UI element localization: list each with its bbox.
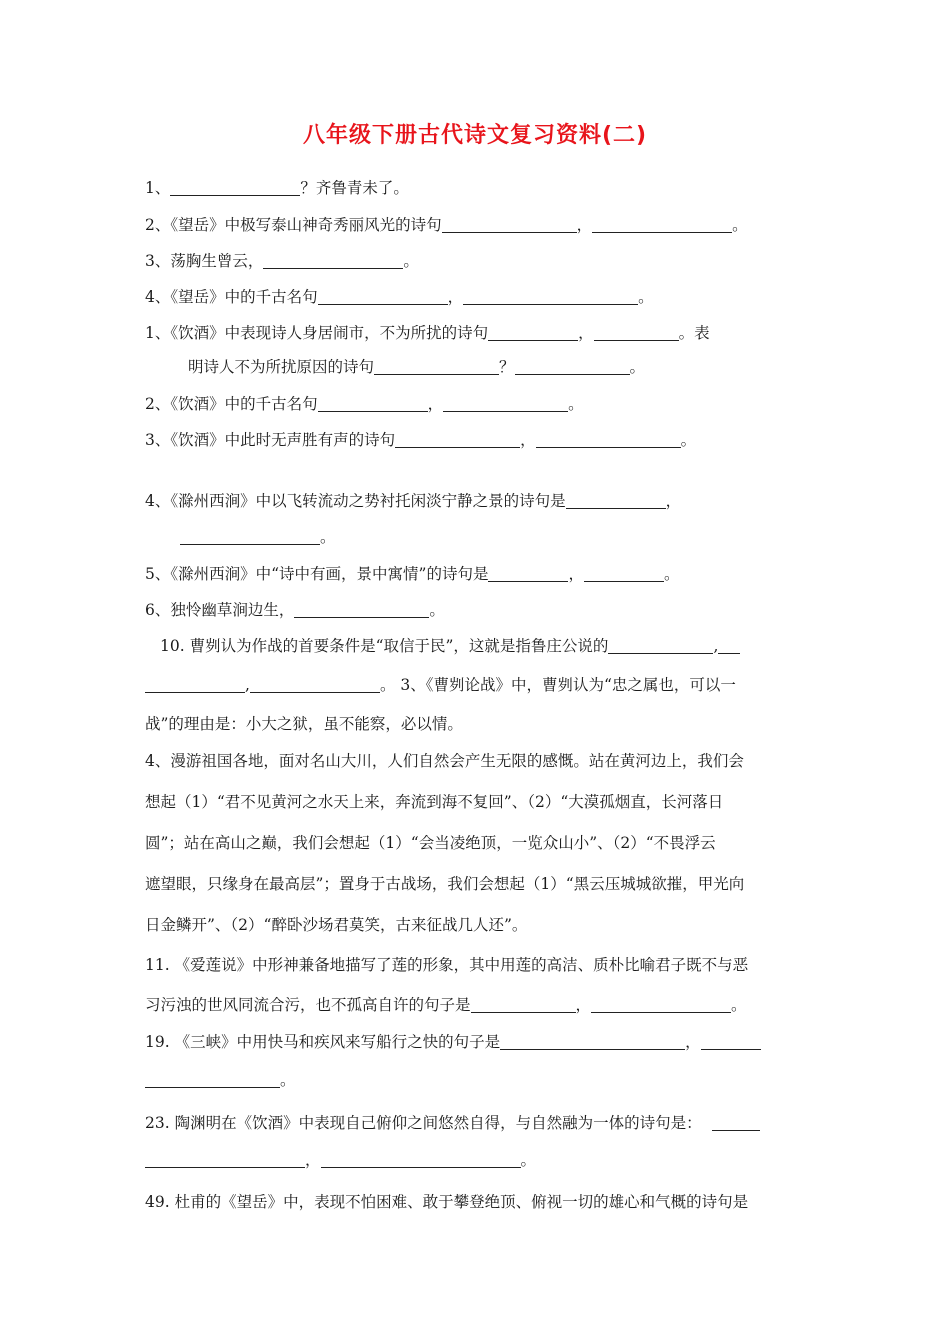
- page-title: 八年级下册古代诗文复习资料(二): [302, 123, 648, 148]
- answer-blank[interactable]: [471, 996, 576, 1013]
- question-line: 明诗人不为所扰原因的诗句 ？ 。: [188, 358, 646, 376]
- answer-blank[interactable]: [318, 288, 448, 305]
- question-line: 3、荡胸生曾云， 。: [145, 252, 419, 270]
- question-line: 1、 ？齐鲁青未了。: [145, 179, 409, 197]
- answer-blank[interactable]: [318, 395, 428, 412]
- answer-blank[interactable]: [701, 1033, 761, 1050]
- question-line: 2、《饮酒》中的千古名句 ， 。: [145, 395, 584, 413]
- question-line: 圆”；站在高山之巅，我们会想起（1）“会当凌绝顶，一览众山小”、（2）“不畏浮云: [145, 834, 716, 852]
- question-line: ， 。: [145, 1150, 815, 1170]
- question-line: 习污浊的世风同流合污，也不孤高自许的句子是 ， 。: [145, 996, 747, 1014]
- answer-blank[interactable]: [442, 216, 577, 233]
- answer-blank[interactable]: [566, 492, 666, 509]
- answer-blank[interactable]: [145, 676, 245, 693]
- answer-blank[interactable]: [170, 179, 300, 196]
- answer-blank[interactable]: [263, 252, 403, 269]
- answer-blank[interactable]: [443, 395, 568, 412]
- question-line: 。: [145, 1070, 815, 1090]
- question-line: 23. 陶渊明在《饮酒》中表现自己俯仰之间悠然自得，与自然融为一体的诗句是：: [145, 1113, 815, 1133]
- question-line: 10. 曹刿认为作战的首要条件是“取信于民”，这就是指鲁庄公说的 ,: [160, 636, 830, 656]
- question-line: 19. 《三峡》中用快马和疾风来写船行之快的句子是 ，: [145, 1032, 815, 1052]
- question-line: 4、漫游祖国各地，面对名山大川，人们自然会产生无限的感慨。站在黄河边上，我们会: [145, 752, 744, 770]
- question-line: 4、《滁州西涧》中以飞转流动之势衬托闲淡宁静之景的诗句是 ，: [145, 492, 682, 510]
- question-line: 3、《饮酒》中此时无声胜有声的诗句 ， 。: [145, 431, 697, 449]
- answer-blank[interactable]: [591, 996, 731, 1013]
- answer-blank[interactable]: [500, 1033, 685, 1050]
- question-line: 战”的理由是：小大之狱，虽不能察，必以情。: [145, 715, 463, 733]
- question-line: 5、《滁州西涧》中“诗中有画，景中寓情”的诗句是 ， 。: [145, 565, 680, 583]
- answer-blank[interactable]: [536, 431, 681, 448]
- answer-blank[interactable]: [145, 1071, 280, 1088]
- question-line: 2、《望岳》中极写泰山神奇秀丽风光的诗句 ， 。: [145, 216, 748, 234]
- answer-blank[interactable]: [515, 358, 630, 375]
- answer-blank[interactable]: [294, 601, 429, 618]
- question-line: 11. 《爱莲说》中形神兼备地描写了莲的形象，其中用莲的高洁、质朴比喻君子既不与恶: [145, 956, 749, 974]
- answer-blank[interactable]: [374, 358, 499, 375]
- question-line: 1、《饮酒》中表现诗人身居闹市，不为所扰的诗句 ， 。表: [145, 324, 710, 342]
- answer-blank[interactable]: [145, 1151, 305, 1168]
- answer-blank[interactable]: [594, 324, 679, 341]
- question-line: 4、《望岳》中的千古名句 ， 。: [145, 288, 654, 306]
- question-line: 。: [180, 527, 850, 547]
- question-line: 想起（1）“君不见黄河之水天上来，奔流到海不复回”、（2）“大漠孤烟直，长河落日: [145, 793, 724, 811]
- answer-blank[interactable]: [488, 324, 578, 341]
- answer-blank[interactable]: [488, 565, 568, 582]
- question-line: 日金鳞开”、（2）“醉卧沙场君莫笑，古来征战几人还”。: [145, 916, 528, 934]
- answer-blank[interactable]: [463, 288, 638, 305]
- answer-blank[interactable]: [321, 1151, 521, 1168]
- question-line: , 。 3、《曹刿论战》中，曹刿认为“忠之属也，可以一: [145, 675, 815, 695]
- answer-blank[interactable]: [584, 565, 664, 582]
- answer-blank[interactable]: [608, 637, 713, 654]
- answer-blank[interactable]: [592, 216, 732, 233]
- answer-blank[interactable]: [250, 676, 380, 693]
- question-line: 6、独怜幽草涧边生， 。: [145, 601, 445, 619]
- answer-blank[interactable]: [718, 637, 740, 654]
- question-line: 遮望眼，只缘身在最高层”；置身于古战场，我们会想起（1）“黑云压城城欲摧，甲光向: [145, 875, 745, 893]
- answer-blank[interactable]: [180, 528, 320, 545]
- answer-blank[interactable]: [712, 1114, 760, 1131]
- answer-blank[interactable]: [395, 431, 520, 448]
- question-line: 49. 杜甫的《望岳》中，表现不怕困难、敢于攀登绝顶、俯视一切的雄心和气概的诗句是: [145, 1193, 749, 1211]
